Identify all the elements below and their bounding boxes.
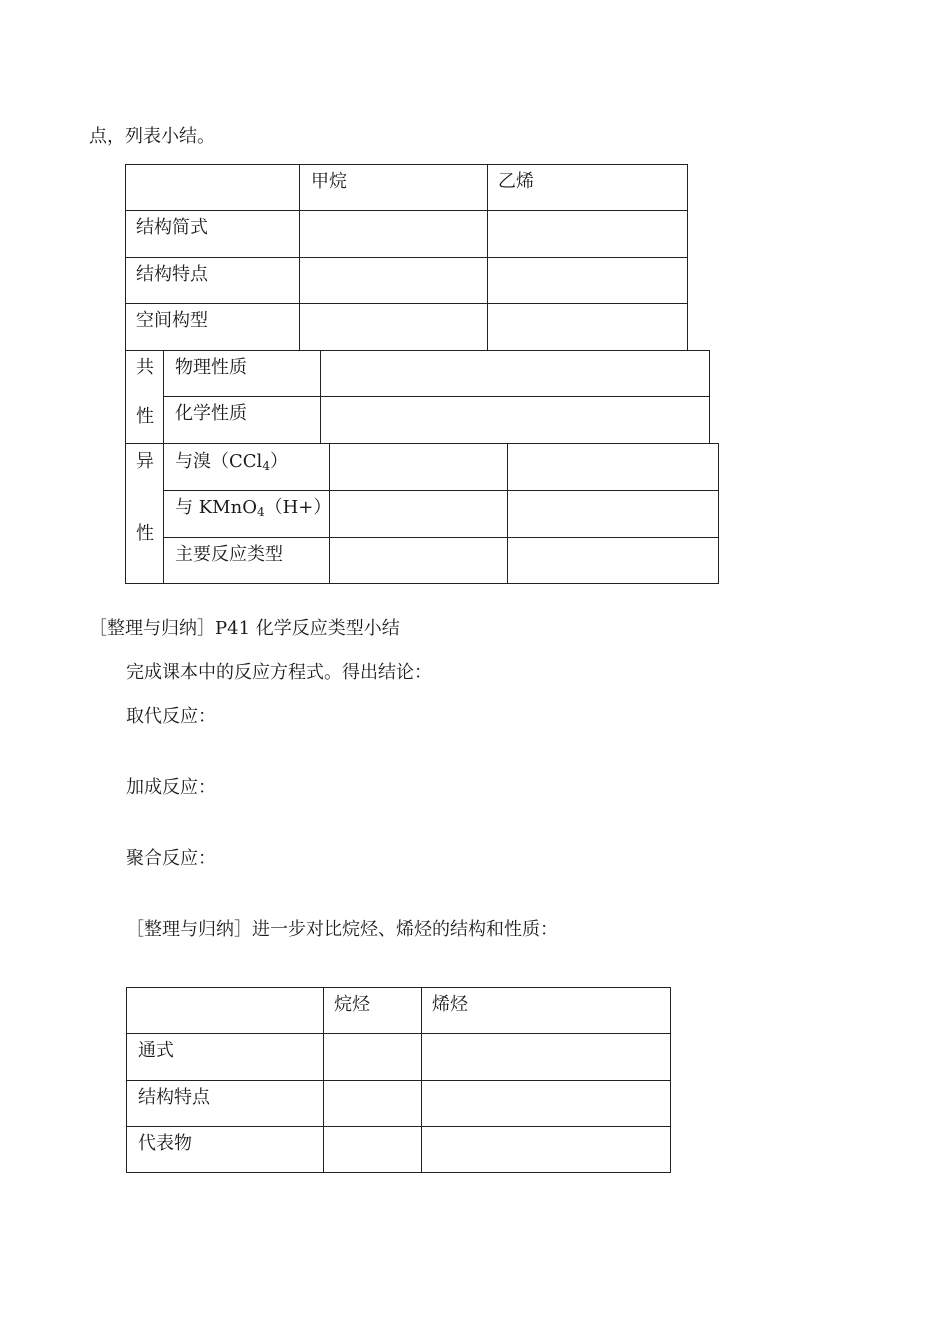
row-label-representative: 代表物 xyxy=(138,1133,192,1154)
col-header-alkene: 烯烃 xyxy=(432,994,468,1015)
item-substitution: 取代反应： xyxy=(126,706,216,727)
row-label-bromine: 与溴（CCl$_4$） xyxy=(175,451,288,473)
section-heading-alkane-alkene: ［整理与归纳］进一步对比烷烃、烯烃的结构和性质： xyxy=(126,919,558,940)
group-label-common-2: 性 xyxy=(136,406,154,427)
row-label-reaction-type: 主要反应类型 xyxy=(175,544,283,565)
col-header-alkane: 烷烃 xyxy=(334,994,370,1015)
section-heading-reaction-types: ［整理与归纳］P41 化学反应类型小结 xyxy=(89,618,400,639)
group-label-diff-2: 性 xyxy=(136,523,154,544)
row-label-general-formula: 通式 xyxy=(138,1040,174,1061)
row-label-physical-props: 物理性质 xyxy=(175,357,247,378)
row-label-kmno4: 与 KMnO$_4$（H+） xyxy=(175,497,332,519)
intro-text: 点，列表小结。 xyxy=(89,126,215,147)
instruction-text: 完成课本中的反应方程式。得出结论： xyxy=(126,662,432,683)
row-label-chemical-props: 化学性质 xyxy=(175,403,247,424)
row-label-structure-features-2: 结构特点 xyxy=(138,1087,210,1108)
group-label-diff-1: 异 xyxy=(136,451,154,472)
item-addition: 加成反应： xyxy=(126,777,216,798)
row-label-spatial-config: 空间构型 xyxy=(136,310,208,331)
item-polymerization: 聚合反应： xyxy=(126,848,216,869)
group-label-common-1: 共 xyxy=(136,357,154,378)
col-header-methane: 甲烷 xyxy=(311,171,347,192)
row-label-structure-formula: 结构简式 xyxy=(136,217,208,238)
row-label-structure-features: 结构特点 xyxy=(136,264,208,285)
col-header-ethylene: 乙烯 xyxy=(498,171,534,192)
